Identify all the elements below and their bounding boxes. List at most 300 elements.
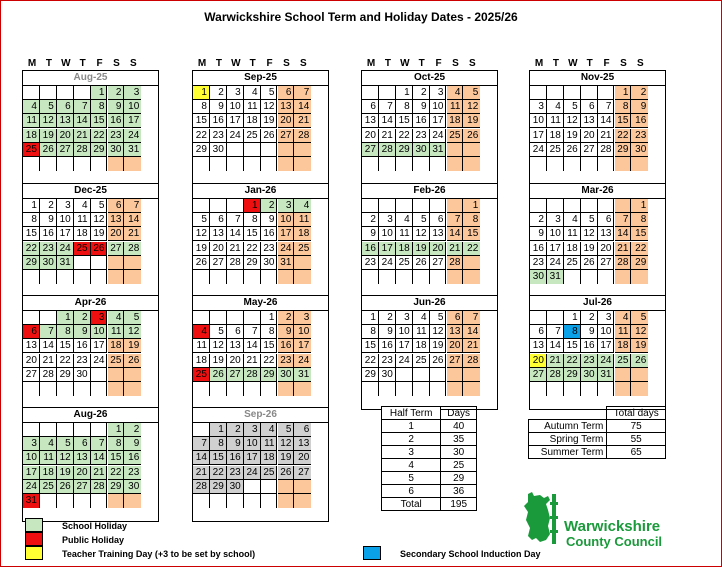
day-cell: 4 [547, 100, 564, 114]
day-cell: 9 [530, 227, 547, 241]
term-total-row [529, 446, 666, 459]
empty-day-cell [413, 368, 430, 382]
day-cell: 11 [294, 213, 311, 227]
month-calendar [22, 295, 159, 410]
empty-day-cell [396, 270, 413, 284]
day-cell: 27 [23, 368, 40, 382]
day-cell: 16 [261, 227, 278, 241]
day-cell: 17 [598, 339, 615, 353]
empty-day-cell [362, 157, 379, 171]
weekday-header: M [27, 58, 37, 69]
day-cell: 14 [244, 339, 261, 353]
empty-day-cell [227, 143, 244, 157]
day-cell: 26 [261, 129, 278, 143]
empty-day-cell [447, 157, 464, 171]
empty-day-cell [598, 382, 615, 396]
day-cell: 19 [564, 129, 581, 143]
term-days: 55 [607, 433, 666, 446]
empty-day-cell [244, 270, 261, 284]
day-cell: 28 [447, 256, 464, 270]
legend-school-holiday: School Holiday [62, 521, 128, 531]
day-cell: 16 [413, 114, 430, 128]
empty-day-cell [615, 157, 632, 171]
day-cell: 4 [413, 311, 430, 325]
day-cell: 1 [57, 311, 74, 325]
day-cell: 24 [91, 354, 108, 368]
month-title: Jun-26 [362, 296, 497, 311]
day-cell: 7 [598, 100, 615, 114]
day-cell: 20 [581, 129, 598, 143]
day-cell: 17 [430, 114, 447, 128]
half-term-table [381, 406, 477, 511]
day-cell: 24 [227, 129, 244, 143]
day-cell: 5 [261, 86, 278, 100]
empty-day-cell [124, 368, 141, 382]
month-calendar [22, 70, 159, 185]
logo-line-1: Warwickshire [564, 518, 661, 535]
day-cell: 19 [463, 114, 480, 128]
day-cell: 9 [261, 213, 278, 227]
term-name: Summer Term [529, 446, 607, 459]
day-cell: 20 [74, 466, 91, 480]
day-cell: 18 [244, 114, 261, 128]
day-cell: 12 [278, 437, 295, 451]
day-cell: 12 [631, 325, 648, 339]
day-cell: 29 [108, 480, 125, 494]
day-cell: 5 [91, 199, 108, 213]
day-cell: 27 [294, 466, 311, 480]
empty-day-cell [108, 157, 125, 171]
day-cell: 1 [631, 199, 648, 213]
day-cell: 15 [210, 451, 227, 465]
day-cell: 29 [615, 143, 632, 157]
day-cell: 22 [91, 129, 108, 143]
empty-day-cell [530, 157, 547, 171]
day-cell: 26 [564, 143, 581, 157]
empty-day-cell [210, 494, 227, 508]
half-term-days: 29 [441, 472, 477, 485]
day-cell: 21 [615, 242, 632, 256]
day-cell: 6 [108, 199, 125, 213]
day-cell: 27 [581, 143, 598, 157]
day-cell: 6 [530, 325, 547, 339]
weekday-header: W [61, 58, 71, 69]
weekday-header: T [45, 58, 52, 69]
empty-day-cell [463, 157, 480, 171]
empty-day-cell [278, 270, 295, 284]
empty-day-cell [294, 494, 311, 508]
empty-day-cell [447, 382, 464, 396]
day-cell: 20 [447, 339, 464, 353]
day-cell: 1 [193, 86, 210, 100]
day-cell: 14 [40, 339, 57, 353]
day-cell: 26 [193, 256, 210, 270]
empty-day-cell [379, 382, 396, 396]
day-cell: 28 [193, 480, 210, 494]
day-cell: 25 [40, 480, 57, 494]
day-cell: 26 [210, 368, 227, 382]
day-cell: 17 [294, 339, 311, 353]
day-cell: 30 [530, 270, 547, 284]
empty-day-cell [430, 157, 447, 171]
day-cell: 25 [447, 129, 464, 143]
day-cell: 5 [463, 86, 480, 100]
empty-day-cell [598, 86, 615, 100]
weekday-header: M [197, 58, 207, 69]
day-cell: 27 [447, 354, 464, 368]
day-cell: 16 [530, 242, 547, 256]
day-cell: 2 [210, 86, 227, 100]
day-cell: 23 [74, 354, 91, 368]
empty-day-cell [463, 270, 480, 284]
day-cell: 15 [463, 227, 480, 241]
empty-day-cell [210, 270, 227, 284]
day-cell: 31 [598, 368, 615, 382]
empty-day-cell [210, 199, 227, 213]
day-cell: 18 [74, 227, 91, 241]
day-cell: 25 [615, 354, 632, 368]
term-days: 65 [607, 446, 666, 459]
day-cell: 23 [108, 129, 125, 143]
day-cell: 9 [379, 325, 396, 339]
day-cell: 22 [23, 242, 40, 256]
empty-day-cell [40, 382, 57, 396]
empty-day-cell [244, 480, 261, 494]
empty-day-cell [581, 199, 598, 213]
day-cell: 15 [564, 339, 581, 353]
day-cell: 14 [124, 213, 141, 227]
day-cell: 17 [57, 227, 74, 241]
day-cell: 16 [278, 339, 295, 353]
public-holiday-swatch [25, 532, 43, 546]
day-cell: 23 [40, 242, 57, 256]
empty-day-cell [227, 270, 244, 284]
empty-day-cell [430, 270, 447, 284]
empty-day-cell [227, 382, 244, 396]
day-cell: 18 [40, 466, 57, 480]
day-cell: 25 [564, 256, 581, 270]
empty-day-cell [430, 382, 447, 396]
day-cell: 8 [57, 325, 74, 339]
empty-day-cell [124, 256, 141, 270]
half-term-number: 6 [382, 485, 441, 498]
day-cell: 22 [564, 354, 581, 368]
day-cell: 25 [74, 242, 91, 256]
empty-day-cell [261, 157, 278, 171]
day-cell: 19 [210, 354, 227, 368]
empty-day-cell [396, 199, 413, 213]
half-term-days: 35 [441, 433, 477, 446]
empty-day-cell [91, 382, 108, 396]
day-cell: 14 [193, 451, 210, 465]
day-cell: 11 [261, 437, 278, 451]
day-cell: 9 [74, 325, 91, 339]
empty-day-cell [210, 382, 227, 396]
day-cell: 12 [91, 213, 108, 227]
day-cell: 31 [23, 494, 40, 508]
day-cell: 1 [23, 199, 40, 213]
day-cell: 10 [57, 213, 74, 227]
day-cell: 1 [615, 86, 632, 100]
empty-day-cell [379, 270, 396, 284]
empty-day-cell [193, 270, 210, 284]
day-cell: 8 [261, 325, 278, 339]
day-cell: 6 [294, 423, 311, 437]
legend-induction: Secondary School Induction Day [400, 549, 541, 559]
legend-public-holiday: Public Holiday [62, 535, 125, 545]
empty-day-cell [23, 423, 40, 437]
day-cell: 4 [447, 86, 464, 100]
day-cell: 6 [210, 213, 227, 227]
day-cell: 30 [379, 368, 396, 382]
day-cell: 16 [210, 114, 227, 128]
empty-day-cell [57, 86, 74, 100]
month-calendar [529, 295, 666, 410]
weekday-header: S [113, 58, 120, 69]
day-cell: 31 [430, 143, 447, 157]
term-name: Spring Term [529, 433, 607, 446]
day-cell: 3 [430, 86, 447, 100]
empty-day-cell [581, 270, 598, 284]
empty-day-cell [40, 157, 57, 171]
day-cell: 10 [379, 227, 396, 241]
day-cell: 25 [244, 129, 261, 143]
day-cell: 12 [564, 114, 581, 128]
weekday-header: T [79, 58, 86, 69]
day-cell: 21 [40, 354, 57, 368]
day-cell: 3 [227, 86, 244, 100]
day-cell: 10 [547, 227, 564, 241]
empty-day-cell [261, 382, 278, 396]
day-cell: 19 [40, 129, 57, 143]
day-cell: 27 [530, 368, 547, 382]
term-total-row [529, 420, 666, 433]
weekday-header: W [400, 58, 410, 69]
day-cell: 4 [74, 199, 91, 213]
day-cell: 18 [564, 242, 581, 256]
empty-day-cell [261, 270, 278, 284]
day-cell: 24 [294, 354, 311, 368]
day-cell: 24 [278, 242, 295, 256]
day-cell: 9 [413, 100, 430, 114]
month-title: Feb-26 [362, 184, 497, 199]
day-cell: 3 [91, 311, 108, 325]
day-cell: 7 [40, 325, 57, 339]
day-cell: 14 [447, 227, 464, 241]
day-cell: 24 [430, 129, 447, 143]
half-term-row [382, 433, 477, 446]
day-cell: 22 [57, 354, 74, 368]
empty-day-cell [294, 480, 311, 494]
day-cell: 17 [278, 227, 295, 241]
empty-day-cell [564, 86, 581, 100]
day-cell: 11 [413, 325, 430, 339]
empty-day-cell [124, 270, 141, 284]
day-cell: 23 [278, 354, 295, 368]
day-cell: 29 [91, 143, 108, 157]
half-term-number: 2 [382, 433, 441, 446]
day-cell: 15 [396, 114, 413, 128]
empty-day-cell [278, 157, 295, 171]
empty-day-cell [261, 480, 278, 494]
day-cell: 14 [91, 451, 108, 465]
day-cell: 14 [227, 227, 244, 241]
day-cell: 11 [193, 339, 210, 353]
day-cell: 9 [124, 437, 141, 451]
day-cell: 25 [413, 354, 430, 368]
day-cell: 27 [227, 368, 244, 382]
day-cell: 25 [23, 143, 40, 157]
day-cell: 24 [547, 256, 564, 270]
empty-day-cell [210, 311, 227, 325]
day-cell: 10 [294, 325, 311, 339]
weekday-header: T [215, 58, 222, 69]
empty-day-cell [396, 368, 413, 382]
day-cell: 30 [210, 143, 227, 157]
term-totals-table [528, 406, 666, 459]
day-cell: 24 [124, 129, 141, 143]
day-cell: 16 [362, 242, 379, 256]
weekday-header: T [384, 58, 391, 69]
empty-day-cell [294, 256, 311, 270]
day-cell: 28 [615, 256, 632, 270]
day-cell: 10 [227, 100, 244, 114]
day-cell: 16 [581, 339, 598, 353]
day-cell: 11 [615, 325, 632, 339]
day-cell: 2 [74, 311, 91, 325]
day-cell: 8 [108, 437, 125, 451]
day-cell: 18 [261, 451, 278, 465]
day-cell: 4 [564, 213, 581, 227]
day-cell: 30 [261, 256, 278, 270]
empty-day-cell [91, 368, 108, 382]
day-cell: 18 [396, 242, 413, 256]
empty-day-cell [193, 157, 210, 171]
day-cell: 18 [23, 129, 40, 143]
half-term-header: Half Term [382, 407, 441, 420]
day-cell: 5 [278, 423, 295, 437]
empty-day-cell [396, 382, 413, 396]
day-cell: 16 [124, 451, 141, 465]
day-cell: 4 [294, 199, 311, 213]
day-cell: 15 [261, 339, 278, 353]
day-cell: 11 [547, 114, 564, 128]
weekday-header: S [283, 58, 290, 69]
day-cell: 1 [261, 311, 278, 325]
empty-day-cell [227, 199, 244, 213]
day-cell: 4 [396, 213, 413, 227]
empty-day-cell [74, 86, 91, 100]
day-cell: 19 [278, 451, 295, 465]
empty-day-cell [413, 199, 430, 213]
day-cell: 5 [57, 437, 74, 451]
day-cell: 28 [124, 242, 141, 256]
day-cell: 7 [193, 437, 210, 451]
weekday-header: S [300, 58, 307, 69]
day-cell: 3 [124, 86, 141, 100]
empty-day-cell [57, 270, 74, 284]
day-cell: 19 [261, 114, 278, 128]
day-cell: 7 [91, 437, 108, 451]
day-cell: 6 [447, 311, 464, 325]
empty-day-cell [227, 311, 244, 325]
empty-day-cell [74, 256, 91, 270]
month-calendar [192, 70, 329, 185]
day-cell: 26 [463, 129, 480, 143]
day-cell: 30 [124, 480, 141, 494]
empty-day-cell [631, 382, 648, 396]
day-cell: 18 [294, 227, 311, 241]
empty-day-cell [413, 382, 430, 396]
day-cell: 27 [598, 256, 615, 270]
day-cell: 24 [396, 354, 413, 368]
day-cell: 12 [193, 227, 210, 241]
empty-day-cell [261, 143, 278, 157]
day-cell: 28 [74, 143, 91, 157]
empty-day-cell [193, 311, 210, 325]
empty-day-cell [615, 368, 632, 382]
day-cell: 19 [193, 242, 210, 256]
day-cell: 21 [74, 129, 91, 143]
day-cell: 4 [261, 423, 278, 437]
day-cell: 12 [261, 100, 278, 114]
weekday-header: F [435, 58, 442, 69]
day-cell: 19 [413, 242, 430, 256]
day-cell: 13 [227, 339, 244, 353]
day-cell: 5 [631, 311, 648, 325]
day-cell: 20 [23, 354, 40, 368]
month-title: Aug-26 [23, 408, 158, 423]
half-term-number: 3 [382, 446, 441, 459]
empty-day-cell [547, 86, 564, 100]
empty-day-cell [294, 382, 311, 396]
day-cell: 23 [413, 129, 430, 143]
month-title: Mar-26 [530, 184, 665, 199]
empty-day-cell [379, 86, 396, 100]
empty-day-cell [210, 157, 227, 171]
total-days-header: Total days [607, 407, 666, 420]
day-cell: 6 [278, 86, 295, 100]
day-cell: 23 [210, 129, 227, 143]
half-term-row [382, 420, 477, 433]
day-cell: 2 [379, 311, 396, 325]
empty-day-cell [244, 143, 261, 157]
empty-day-cell [23, 382, 40, 396]
day-cell: 15 [23, 227, 40, 241]
day-cell: 26 [278, 466, 295, 480]
day-cell: 7 [74, 100, 91, 114]
day-cell: 13 [581, 114, 598, 128]
term-name: Autumn Term [529, 420, 607, 433]
day-cell: 7 [447, 213, 464, 227]
day-cell: 29 [396, 143, 413, 157]
legend-teacher-training: Teacher Training Day (+3 to be set by school) [62, 549, 256, 559]
day-cell: 20 [210, 242, 227, 256]
empty-day-cell [294, 270, 311, 284]
day-cell: 7 [463, 311, 480, 325]
day-cell: 19 [124, 339, 141, 353]
empty-day-cell [244, 157, 261, 171]
day-cell: 14 [547, 339, 564, 353]
day-cell: 28 [598, 143, 615, 157]
day-cell: 12 [581, 227, 598, 241]
empty-day-cell [261, 494, 278, 508]
empty-day-cell [631, 157, 648, 171]
day-cell: 23 [631, 129, 648, 143]
day-cell: 17 [244, 451, 261, 465]
empty-day-cell [40, 86, 57, 100]
empty-day-cell [631, 368, 648, 382]
